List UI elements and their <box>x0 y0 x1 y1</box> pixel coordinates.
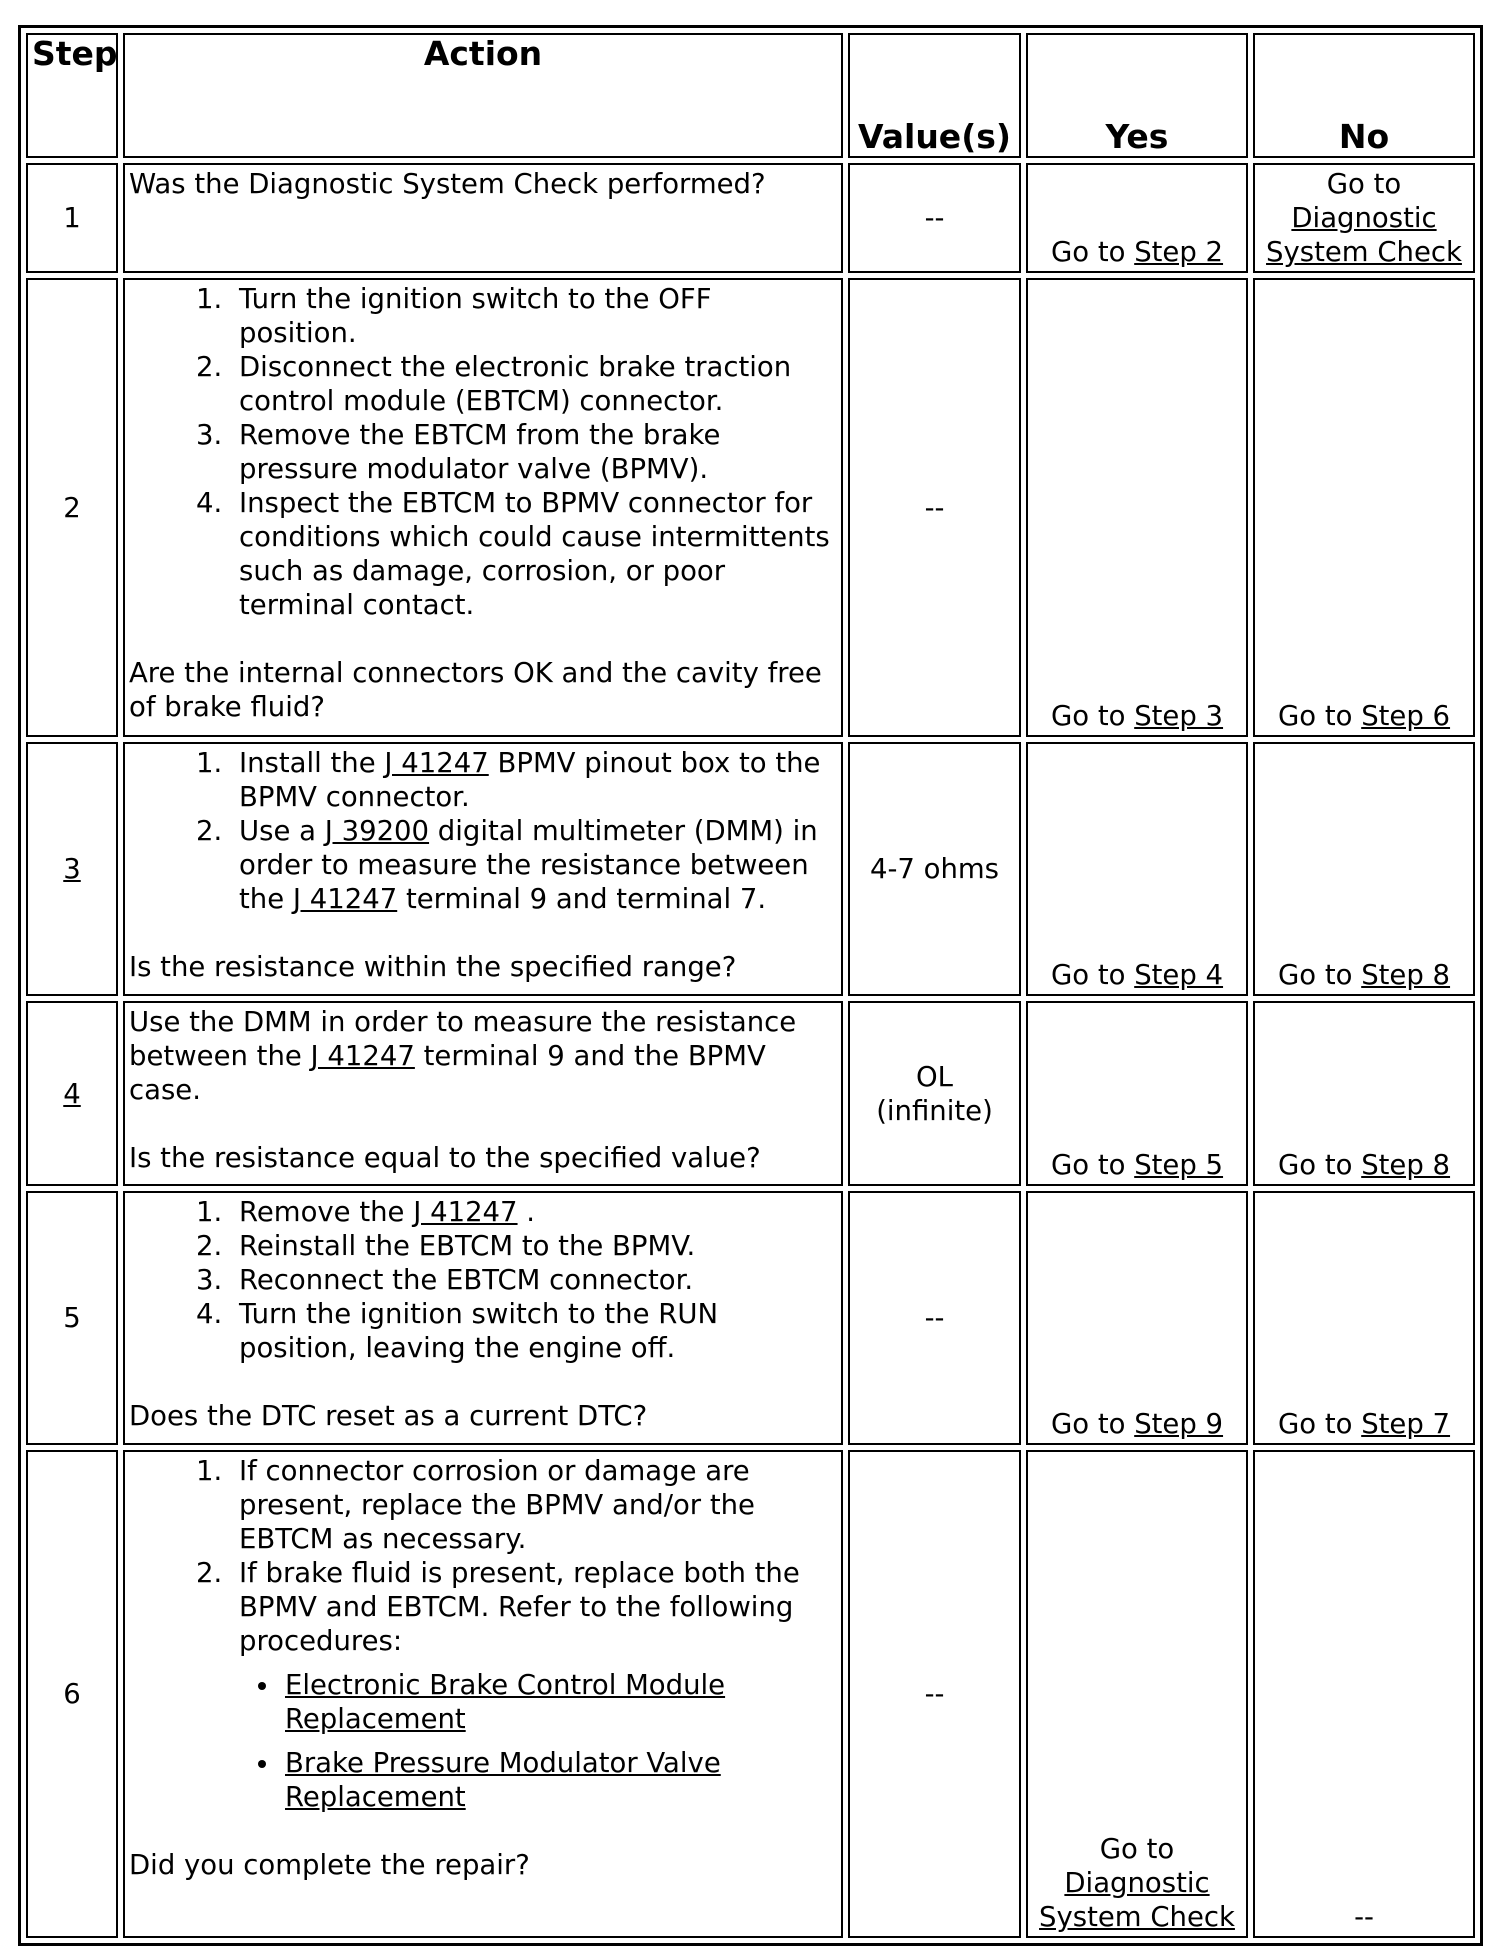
question-text: Is the resistance within the specified range? <box>129 951 737 983</box>
header-yes: Yes <box>1026 33 1248 158</box>
header-action: Action <box>123 33 843 158</box>
list-item: 2. Reinstall the EBTCM to the BPMV. <box>231 1229 837 1263</box>
list-item: 3. Reconnect the EBTCM connector. <box>231 1263 837 1297</box>
step-number: 6 <box>26 1450 118 1938</box>
table-row <box>26 742 1475 996</box>
list-item: 1. Install the J 41247 BPMV pinout box to the BPMV connector. <box>231 746 837 814</box>
step-link[interactable]: 4 <box>63 1077 81 1110</box>
go-to-label: Go to <box>1050 236 1135 268</box>
go-to-label: Go to <box>1099 1833 1175 1865</box>
value-cell: -- <box>848 163 1021 273</box>
list-item: 3. Remove the EBTCM from the brake pressure modulator valve (BPMV). <box>231 418 837 486</box>
list-item: 4. Inspect the EBTCM to BPMV connector for conditions which could cause intermittents such as damage, corrosion, or poor terminal contact. <box>231 486 837 622</box>
no-cell <box>1253 163 1475 273</box>
yes-cell <box>1026 742 1248 996</box>
action-cell <box>123 1191 843 1445</box>
diagnostic-table <box>18 25 1483 1946</box>
procedure-list <box>239 1668 837 1814</box>
link-line: Diagnostic <box>1291 202 1437 234</box>
no-step-link[interactable]: Step 8 <box>1361 1149 1451 1181</box>
step-number <box>26 1001 118 1186</box>
question-text: Does the DTC reset as a current DTC? <box>129 1400 648 1432</box>
action-steps-list <box>129 1454 837 1814</box>
value-cell: -- <box>848 278 1021 737</box>
yes-cell <box>1026 1001 1248 1186</box>
list-item: 1. Remove the J 41247 . <box>231 1195 837 1229</box>
tool-link[interactable]: J 41247 <box>384 747 489 779</box>
question-text: Was the Diagnostic System Check performed? <box>129 168 766 200</box>
action-cell <box>123 742 843 996</box>
go-to-label: Go to <box>1277 700 1362 732</box>
list-item: 1. Turn the ignition switch to the OFF position. <box>231 282 837 350</box>
action-cell <box>123 163 843 273</box>
yes-step-link[interactable]: Step 9 <box>1134 1408 1224 1440</box>
no-diagnostic-link[interactable] <box>1259 201 1469 269</box>
action-text: Use the DMM in order to measure the resistance between the J 41247 terminal 9 and the BPMV case. <box>129 1006 797 1106</box>
tool-link[interactable]: J 41247 <box>292 883 398 915</box>
value-cell: 4-7 ohms <box>848 742 1021 996</box>
action-cell <box>123 1001 843 1186</box>
step-number: 1 <box>26 163 118 273</box>
go-to-label: Go to <box>1277 1408 1362 1440</box>
yes-diagnostic-link[interactable] <box>1032 1866 1242 1934</box>
procedure-link[interactable]: • Brake Pressure Modulator Valve Replacement <box>281 1746 837 1814</box>
value-cell <box>848 1001 1021 1186</box>
question-text: Is the resistance equal to the specified value? <box>129 1142 761 1174</box>
table-row <box>26 1450 1475 1938</box>
question-text: Did you complete the repair? <box>129 1849 530 1881</box>
no-cell: -- <box>1253 1450 1475 1938</box>
tool-link[interactable]: J 39200 <box>324 815 430 847</box>
list-item: 2. Use a J 39200 digital multimeter (DMM) in order to measure the resistance between the J 41247 terminal 9 and terminal 7. <box>231 814 837 916</box>
no-cell <box>1253 742 1475 996</box>
go-to-label: Go to <box>1050 1149 1135 1181</box>
procedure-link[interactable]: • Electronic Brake Control Module Replacement <box>281 1668 837 1736</box>
no-cell <box>1253 1001 1475 1186</box>
tool-link[interactable]: J 41247 <box>413 1196 518 1228</box>
yes-cell <box>1026 1191 1248 1445</box>
link-line: System Check <box>1266 236 1462 268</box>
value-line: OL <box>916 1060 953 1093</box>
yes-cell <box>1026 163 1248 273</box>
action-steps-list <box>129 282 837 622</box>
list-item: 2. If brake fluid is present, replace both the BPMV and EBTCM. Refer to the following procedures: • Electronic Brake Control Module Replacement • Brake Pressure Modulator Valve Replacement <box>231 1556 837 1814</box>
tool-link[interactable]: J 41247 <box>310 1040 415 1072</box>
table-row <box>26 278 1475 737</box>
go-to-label: Go to <box>1050 700 1135 732</box>
action-cell <box>123 278 843 737</box>
no-step-link[interactable]: Step 8 <box>1361 959 1451 991</box>
list-item: 1. If connector corrosion or damage are present, replace the BPMV and/or the EBTCM as necessary. <box>231 1454 837 1556</box>
go-to-label: Go to <box>1050 1408 1135 1440</box>
action-steps-list <box>129 1195 837 1365</box>
step-number <box>26 742 118 996</box>
header-no: No <box>1253 33 1475 158</box>
question-text: Are the internal connectors OK and the cavity free of brake fluid? <box>129 657 822 723</box>
go-to-label: Go to <box>1277 1149 1362 1181</box>
table-row <box>26 1191 1475 1445</box>
step-link[interactable]: 3 <box>63 853 81 885</box>
header-step: Step <box>26 33 118 158</box>
link-line: System Check <box>1039 1901 1235 1933</box>
table-row <box>26 1001 1475 1186</box>
yes-cell <box>1026 1450 1248 1938</box>
no-cell <box>1253 1191 1475 1445</box>
value-cell: -- <box>848 1450 1021 1938</box>
header-row <box>26 33 1475 158</box>
go-to-label: Go to <box>1050 959 1135 991</box>
value-line: (infinite) <box>876 1094 993 1127</box>
yes-cell <box>1026 278 1248 737</box>
go-to-label: Go to <box>1326 168 1402 200</box>
step-number: 5 <box>26 1191 118 1445</box>
go-to-label: Go to <box>1277 959 1362 991</box>
step-number: 2 <box>26 278 118 737</box>
yes-step-link[interactable]: Step 5 <box>1134 1149 1224 1181</box>
yes-step-link[interactable]: Step 3 <box>1134 700 1224 732</box>
yes-step-link[interactable]: Step 4 <box>1134 959 1224 991</box>
action-cell <box>123 1450 843 1938</box>
list-item: 4. Turn the ignition switch to the RUN position, leaving the engine off. <box>231 1297 837 1365</box>
header-values: Value(s) <box>848 33 1021 158</box>
link-line: Diagnostic <box>1064 1867 1210 1899</box>
no-step-link[interactable]: Step 6 <box>1361 700 1451 732</box>
table-row <box>26 163 1475 273</box>
list-item: 2. Disconnect the electronic brake traction control module (EBTCM) connector. <box>231 350 837 418</box>
no-cell <box>1253 278 1475 737</box>
no-step-link[interactable]: Step 7 <box>1361 1408 1451 1440</box>
yes-step-link[interactable]: Step 2 <box>1134 236 1224 268</box>
value-cell: -- <box>848 1191 1021 1445</box>
action-steps-list <box>129 746 837 916</box>
